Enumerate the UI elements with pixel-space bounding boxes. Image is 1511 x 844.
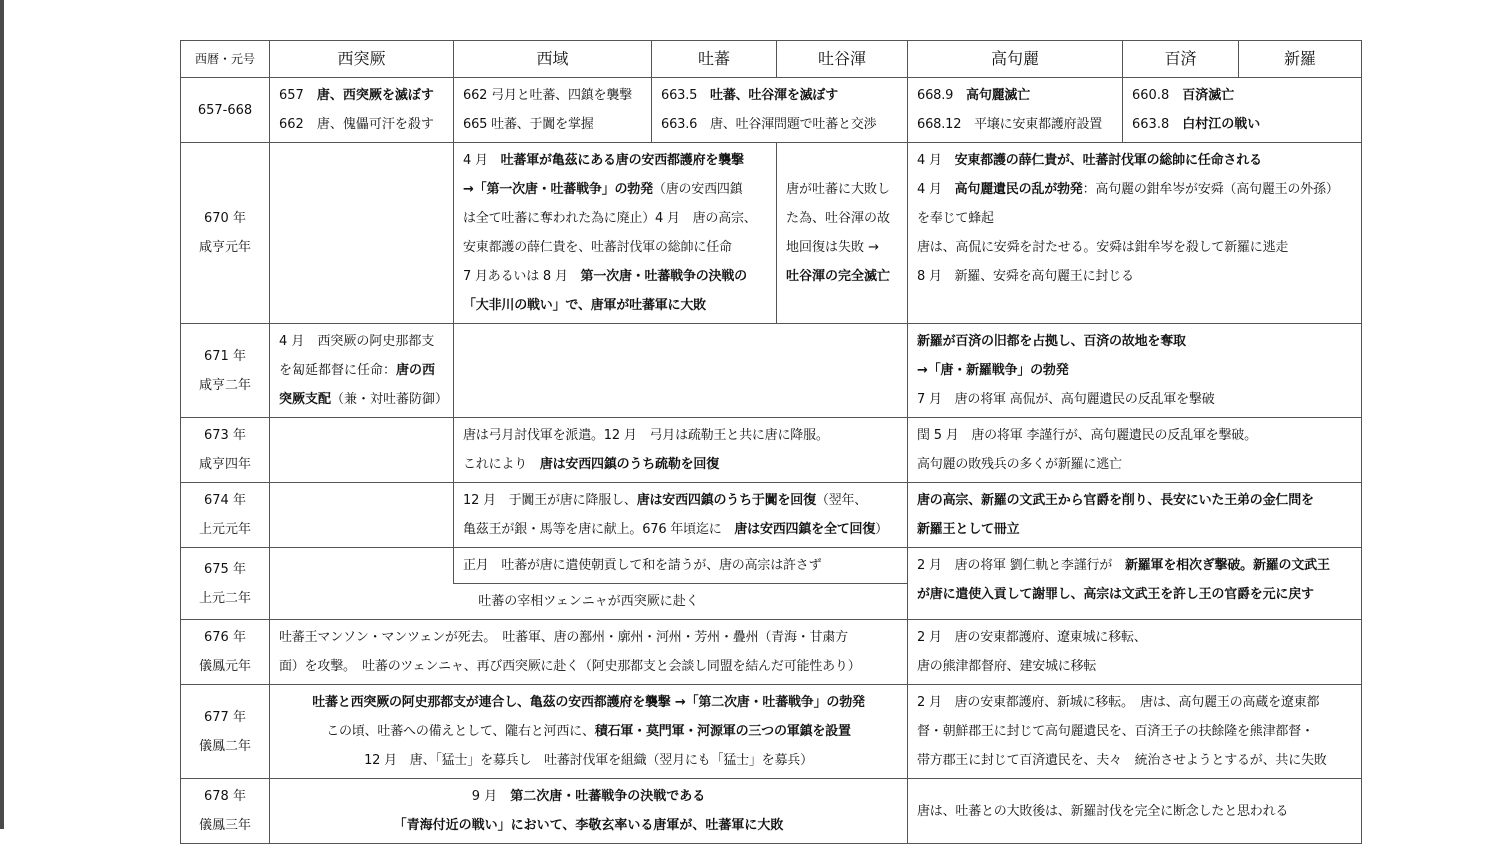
text-run: 12 月 唐、「猛士」を募兵し 吐蕃討伐軍を組織（翌月にも「猛士」を募兵） [364, 753, 813, 768]
cell-line [661, 110, 898, 139]
bold-text: →「唐・新羅戦争」の勃発 [917, 363, 1069, 378]
cell-west [454, 483, 908, 548]
text-run: 督・朝鮮郡王に封じて高句麗遺民を、百済王子の扶餘隆を熊津都督・ [917, 724, 1314, 739]
cell-line [917, 110, 1113, 139]
bold-text: 吐蕃、吐谷渾を滅ぼす [710, 88, 839, 103]
header-silla: 新羅 [1239, 41, 1362, 78]
year-cell [181, 685, 270, 779]
text-run: 唐は、高侃に安舜を討たせる。安舜は鉗牟岑を殺して新羅に逃走 [917, 240, 1289, 255]
cell-line [279, 81, 444, 110]
text-run: 12 月 于闐王が唐に降服し、 [463, 493, 637, 508]
cell-line [463, 486, 898, 515]
text-run: 2 月 唐の安東都護府、遼東城に移転、 [917, 630, 1147, 645]
cell-line: 咸亨四年 [198, 457, 251, 472]
cell-korea [908, 483, 1362, 548]
text-run: 665 吐蕃、于闐を掌握 [463, 117, 594, 132]
bold-text: 新羅が百済の旧都を占拠し、百済の故地を奪取 [917, 334, 1186, 349]
header-year: 西暦・元号 [181, 41, 270, 78]
cell-line: 657-668 [197, 102, 253, 118]
text-run: 唐が吐蕃に大敗し [786, 182, 891, 197]
cell-line [279, 688, 898, 717]
cell-line [279, 623, 898, 652]
text-run: 7 月あるいは 8 月 [463, 269, 581, 284]
cell-line [661, 81, 898, 110]
text-run: （翌年、 [815, 493, 868, 508]
cell-line: 676 年 [204, 630, 246, 645]
cell-line: 儀鳳二年 [198, 738, 251, 754]
bold-text: 突厥支配 [279, 392, 332, 407]
text-run: 地回復は失敗 → [786, 240, 880, 255]
bold-text: 積石軍・莫門軍・河源軍の三つの軍鎮を設置 [594, 724, 851, 739]
row-677 [181, 685, 1362, 779]
text-run: 唐は、吐蕃との大敗後は、新羅討伐を完全に断念したと思われる [917, 803, 1289, 819]
row-676 [181, 620, 1362, 685]
text-run: 亀茲王が銀・馬等を唐に献上。676 年頃迄に [463, 522, 735, 537]
cell-west-span [270, 584, 908, 620]
cell-western-turks [270, 483, 454, 548]
cell-line [463, 233, 767, 262]
cell-line [917, 746, 1352, 775]
cell-line [1132, 81, 1352, 110]
bold-text: 百済滅亡 [1182, 88, 1235, 103]
text-run: た為、吐谷渾の故 [786, 211, 891, 226]
year-cell [181, 620, 270, 685]
text-run: 吐蕃王マンソン・マンツェンが死去。 吐蕃軍、唐の鄯州・廓州・河州・芳州・疊州（青海・甘粛方 [279, 630, 848, 645]
text-run: 668.12 平壌に安東都護府設置 [917, 117, 1103, 132]
bold-text: 第二次唐・吐蕃戦争の決戦である [510, 789, 706, 804]
year-cell [181, 483, 270, 548]
text-run: これにより [463, 457, 540, 472]
text-run: 2 月 唐の安東都護府、新城に移転。 唐は、高句麗王の高蔵を遼東都 [917, 695, 1320, 710]
cell-line [463, 450, 898, 479]
cell-line: 671 年 [204, 348, 246, 364]
cell-line: 咸亨二年 [198, 377, 251, 393]
text-run: （兼・対吐蕃防御） [331, 392, 449, 407]
text-run: 657 [279, 88, 317, 103]
cell-line [917, 717, 1352, 746]
cell-korea [908, 620, 1362, 685]
bold-text: 吐谷渾の完全滅亡 [786, 269, 891, 284]
row-671 [181, 324, 1362, 418]
cell-western-turks [270, 418, 454, 483]
cell-line [463, 551, 898, 580]
cell-korea [908, 685, 1362, 779]
header-tuyuhun: 吐谷渾 [777, 41, 908, 78]
cell-line: 674 年 [204, 493, 246, 508]
bold-text: 唐、西突厥を滅ぼす [316, 88, 434, 103]
text-run: 660.8 [1132, 88, 1183, 103]
bold-text: 「大非川の戦い」で、唐軍が吐蕃軍に大敗 [463, 298, 706, 313]
chronology-table [180, 40, 1362, 844]
bold-text: 高句麗遺民の乱が勃発 [954, 182, 1083, 197]
cell-line [917, 652, 1352, 681]
text-run: 帯方郡王に封じて百済遺民を、夫々 統治させようとするが、共に失敗 [917, 753, 1327, 768]
header-tibet: 吐蕃 [652, 41, 777, 78]
cell-line: 675 年 [204, 561, 246, 577]
row-670 [181, 143, 1362, 324]
cell-line [463, 291, 767, 320]
cell-line [917, 356, 1352, 385]
text-run: 4 月 西突厥の阿史那都支 [279, 334, 435, 349]
cell-line: 儀鳳三年 [198, 818, 251, 833]
cell-line [917, 175, 1352, 204]
cell-west-span [270, 779, 908, 844]
cell-line [917, 262, 1352, 291]
header-row [181, 41, 1362, 78]
bold-text: 白村江の戦い [1182, 117, 1261, 132]
cell-western-turks [270, 324, 454, 418]
cell-line [463, 110, 642, 139]
row-673 [181, 418, 1362, 483]
header-western-turks: 西突厥 [270, 41, 454, 78]
bold-text: 高句麗滅亡 [966, 88, 1031, 103]
text-run: 2 月 唐の将軍 劉仁軌と李謹行が [917, 558, 1125, 573]
text-run: 662 弓月と吐蕃、四鎮を襲撃 [463, 88, 632, 103]
text-run: 唐の熊津都督府、建安城に移転 [917, 659, 1097, 674]
cell-line: 670 年 [204, 211, 246, 226]
cell-line: 儀鳳元年 [198, 659, 251, 674]
text-run: 663.6 唐、吐谷渾問題で吐蕃と交渉 [661, 117, 877, 132]
cell-line [917, 688, 1352, 717]
text-run: 8 月 新羅、安舜を高句麗王に封じる [917, 269, 1134, 284]
cell-west-top [454, 548, 908, 584]
cell-baekje-silla [1123, 78, 1362, 143]
cell-line [463, 81, 642, 110]
cell-line [279, 110, 444, 139]
text-run: ） [875, 522, 888, 537]
bold-text: 吐蕃軍が亀茲にある唐の安西都護府を襲撃 [500, 153, 744, 168]
text-run: を奉じて蜂起 [917, 211, 994, 226]
cell-line [917, 421, 1352, 450]
row-674 [181, 483, 1362, 548]
text-run: 9 月 [471, 789, 511, 804]
cell-korea [908, 548, 1362, 620]
cell-line: 673 年 [204, 428, 246, 443]
cell-line [917, 385, 1352, 414]
text-run: 4 月 [463, 153, 501, 168]
text-run: 閏 5 月 唐の将軍 李謹行が、高句麗遺民の反乱軍を撃破。 [917, 428, 1257, 443]
cell-western-turks [270, 143, 454, 324]
cell-west-span [270, 620, 908, 685]
cell-line [463, 515, 898, 544]
cell-line [279, 811, 898, 840]
cell-line [463, 146, 767, 175]
cell-line [786, 175, 898, 204]
bold-text: が唐に遣使入貢して謝罪し、高宗は文武王を許し王の官爵を元に戻す [917, 587, 1314, 602]
bold-text: →「第一次唐・吐蕃戦争」の勃発 [463, 182, 653, 197]
cell-tuyuhun [777, 143, 908, 324]
cell-line [279, 587, 898, 616]
year-cell [181, 548, 270, 620]
cell-korea [908, 143, 1362, 324]
cell-korea [908, 779, 1362, 844]
text-run: を匐延都督に任命： [279, 363, 397, 378]
text-run: この頃、吐蕃への備えとして、隴右と河西に、 [326, 724, 595, 739]
row-678 [181, 779, 1362, 844]
bold-text: 唐は安西四鎮のうち于闐を回復 [636, 493, 816, 508]
text-run: 662 唐、傀儡可汗を殺す [279, 117, 434, 132]
cell-line: 678 年 [204, 789, 246, 804]
bold-text: 唐の西 [396, 363, 436, 378]
header-western-regions: 西域 [454, 41, 652, 78]
cell-tibet-tuyuhun [652, 78, 908, 143]
cell-line [917, 486, 1352, 515]
text-run: 663.5 [661, 88, 711, 103]
header-goguryeo: 高句麗 [908, 41, 1123, 78]
cell-line [279, 652, 898, 681]
bold-text: 第一次唐・吐蕃戦争の決戦の [580, 269, 747, 284]
cell-line [917, 146, 1352, 175]
text-run: 4 月 [917, 153, 955, 168]
cell-line [786, 262, 898, 291]
row-657-668 [181, 78, 1362, 143]
cell-line [917, 623, 1352, 652]
cell-line [786, 204, 898, 233]
cell-west [454, 418, 908, 483]
cell-west-span [270, 685, 908, 779]
bold-text: 新羅王として冊立 [917, 522, 1020, 537]
bold-text: 吐蕃と西突厥の阿史那都支が連合し、亀茲の安西都護府を襲撃 →「第二次唐・吐蕃戦争」の勃発 [312, 695, 865, 710]
text-run: 正月 吐蕃が唐に遣使朝貢して和を請うが、唐の高宗は許さず [463, 558, 822, 573]
cell-line [463, 421, 898, 450]
text-run: 高句麗の敗残兵の多くが新羅に逃亡 [917, 457, 1122, 472]
cell-korea [908, 418, 1362, 483]
year-cell [181, 78, 270, 143]
text-run: 663.8 [1132, 117, 1183, 132]
year-cell [181, 324, 270, 418]
cell-western-regions [454, 78, 652, 143]
cell-line [1132, 110, 1352, 139]
cell-line [279, 717, 898, 746]
cell-line: 677 年 [204, 709, 246, 725]
year-cell [181, 418, 270, 483]
text-run: 吐蕃の宰相ツェンニャが西突厥に赴く [478, 594, 699, 609]
text-run: 7 月 唐の将軍 高侃が、高句麗遺民の反乱軍を撃破 [917, 392, 1215, 407]
bold-text: 安東都護の薛仁貴が、吐蕃討伐軍の総帥に任命される [954, 153, 1262, 168]
cell-line [917, 515, 1352, 544]
bold-text: 唐は安西四鎮を全て回復 [734, 522, 876, 537]
text-run: 面）を攻撃。 吐蕃のツェンニャ、再び西突厥に赴く（阿史那都支と会談し同盟を結んだ可能性あり） [279, 659, 861, 674]
cell-line [279, 385, 449, 414]
text-run: 4 月 [917, 182, 955, 197]
bold-text: 新羅軍を相次ぎ撃破。新羅の文武王 [1124, 558, 1330, 573]
cell-line [917, 450, 1352, 479]
cell-line [917, 797, 1352, 826]
cell-goguryeo [908, 78, 1123, 143]
bold-text: 唐の高宗、新羅の文武王から官爵を削り、長安にいた王弟の金仁問を [917, 493, 1314, 508]
cell-line: 上元二年 [198, 590, 251, 606]
bold-text: 唐は安西四鎮のうち疏勒を回復 [539, 457, 720, 472]
cell-line [786, 233, 898, 262]
text-run: ：高句麗の鉗牟岑が安舜（高句麗王の外孫） [1082, 182, 1339, 197]
row-675 [181, 548, 1362, 584]
year-cell [181, 143, 270, 324]
cell-line: 上元元年 [198, 522, 251, 537]
cell-line [917, 580, 1352, 609]
window-edge [0, 0, 4, 829]
cell-line [463, 175, 767, 204]
cell-line [279, 746, 898, 775]
text-run: は全て吐蕃に奪われた為に廃止）4 月 唐の高宗、 [463, 211, 757, 226]
text-run: 安東都護の薛仁貴を、吐蕃討伐軍の総帥に任命 [463, 240, 732, 255]
cell-western-turks [270, 78, 454, 143]
cell-line: 咸亨元年 [198, 240, 251, 255]
cell-line [917, 233, 1352, 262]
cell-line [279, 327, 444, 356]
cell-line [917, 81, 1113, 110]
cell-line [917, 327, 1352, 356]
cell-line [917, 204, 1352, 233]
text-run: （唐の安西四鎮 [652, 182, 743, 197]
cell-line [917, 551, 1352, 580]
bold-text: 「青海付近の戦い」において、李敬玄率いる唐軍が、吐蕃軍に大敗 [393, 818, 784, 833]
cell-korea [908, 324, 1362, 418]
cell-western-turks [270, 548, 454, 584]
header-baekje: 百済 [1123, 41, 1239, 78]
text-run: 唐は弓月討伐軍を派遣。12 月 弓月は疏勒王と共に唐に降服。 [463, 428, 829, 443]
cell-western-regions-tibet [454, 143, 777, 324]
cell-line [279, 356, 444, 385]
text-run: 668.9 [917, 88, 967, 103]
cell-west-empty [454, 324, 908, 418]
year-cell [181, 779, 270, 844]
cell-line [463, 204, 767, 233]
cell-line [279, 782, 898, 811]
cell-line [463, 262, 767, 291]
